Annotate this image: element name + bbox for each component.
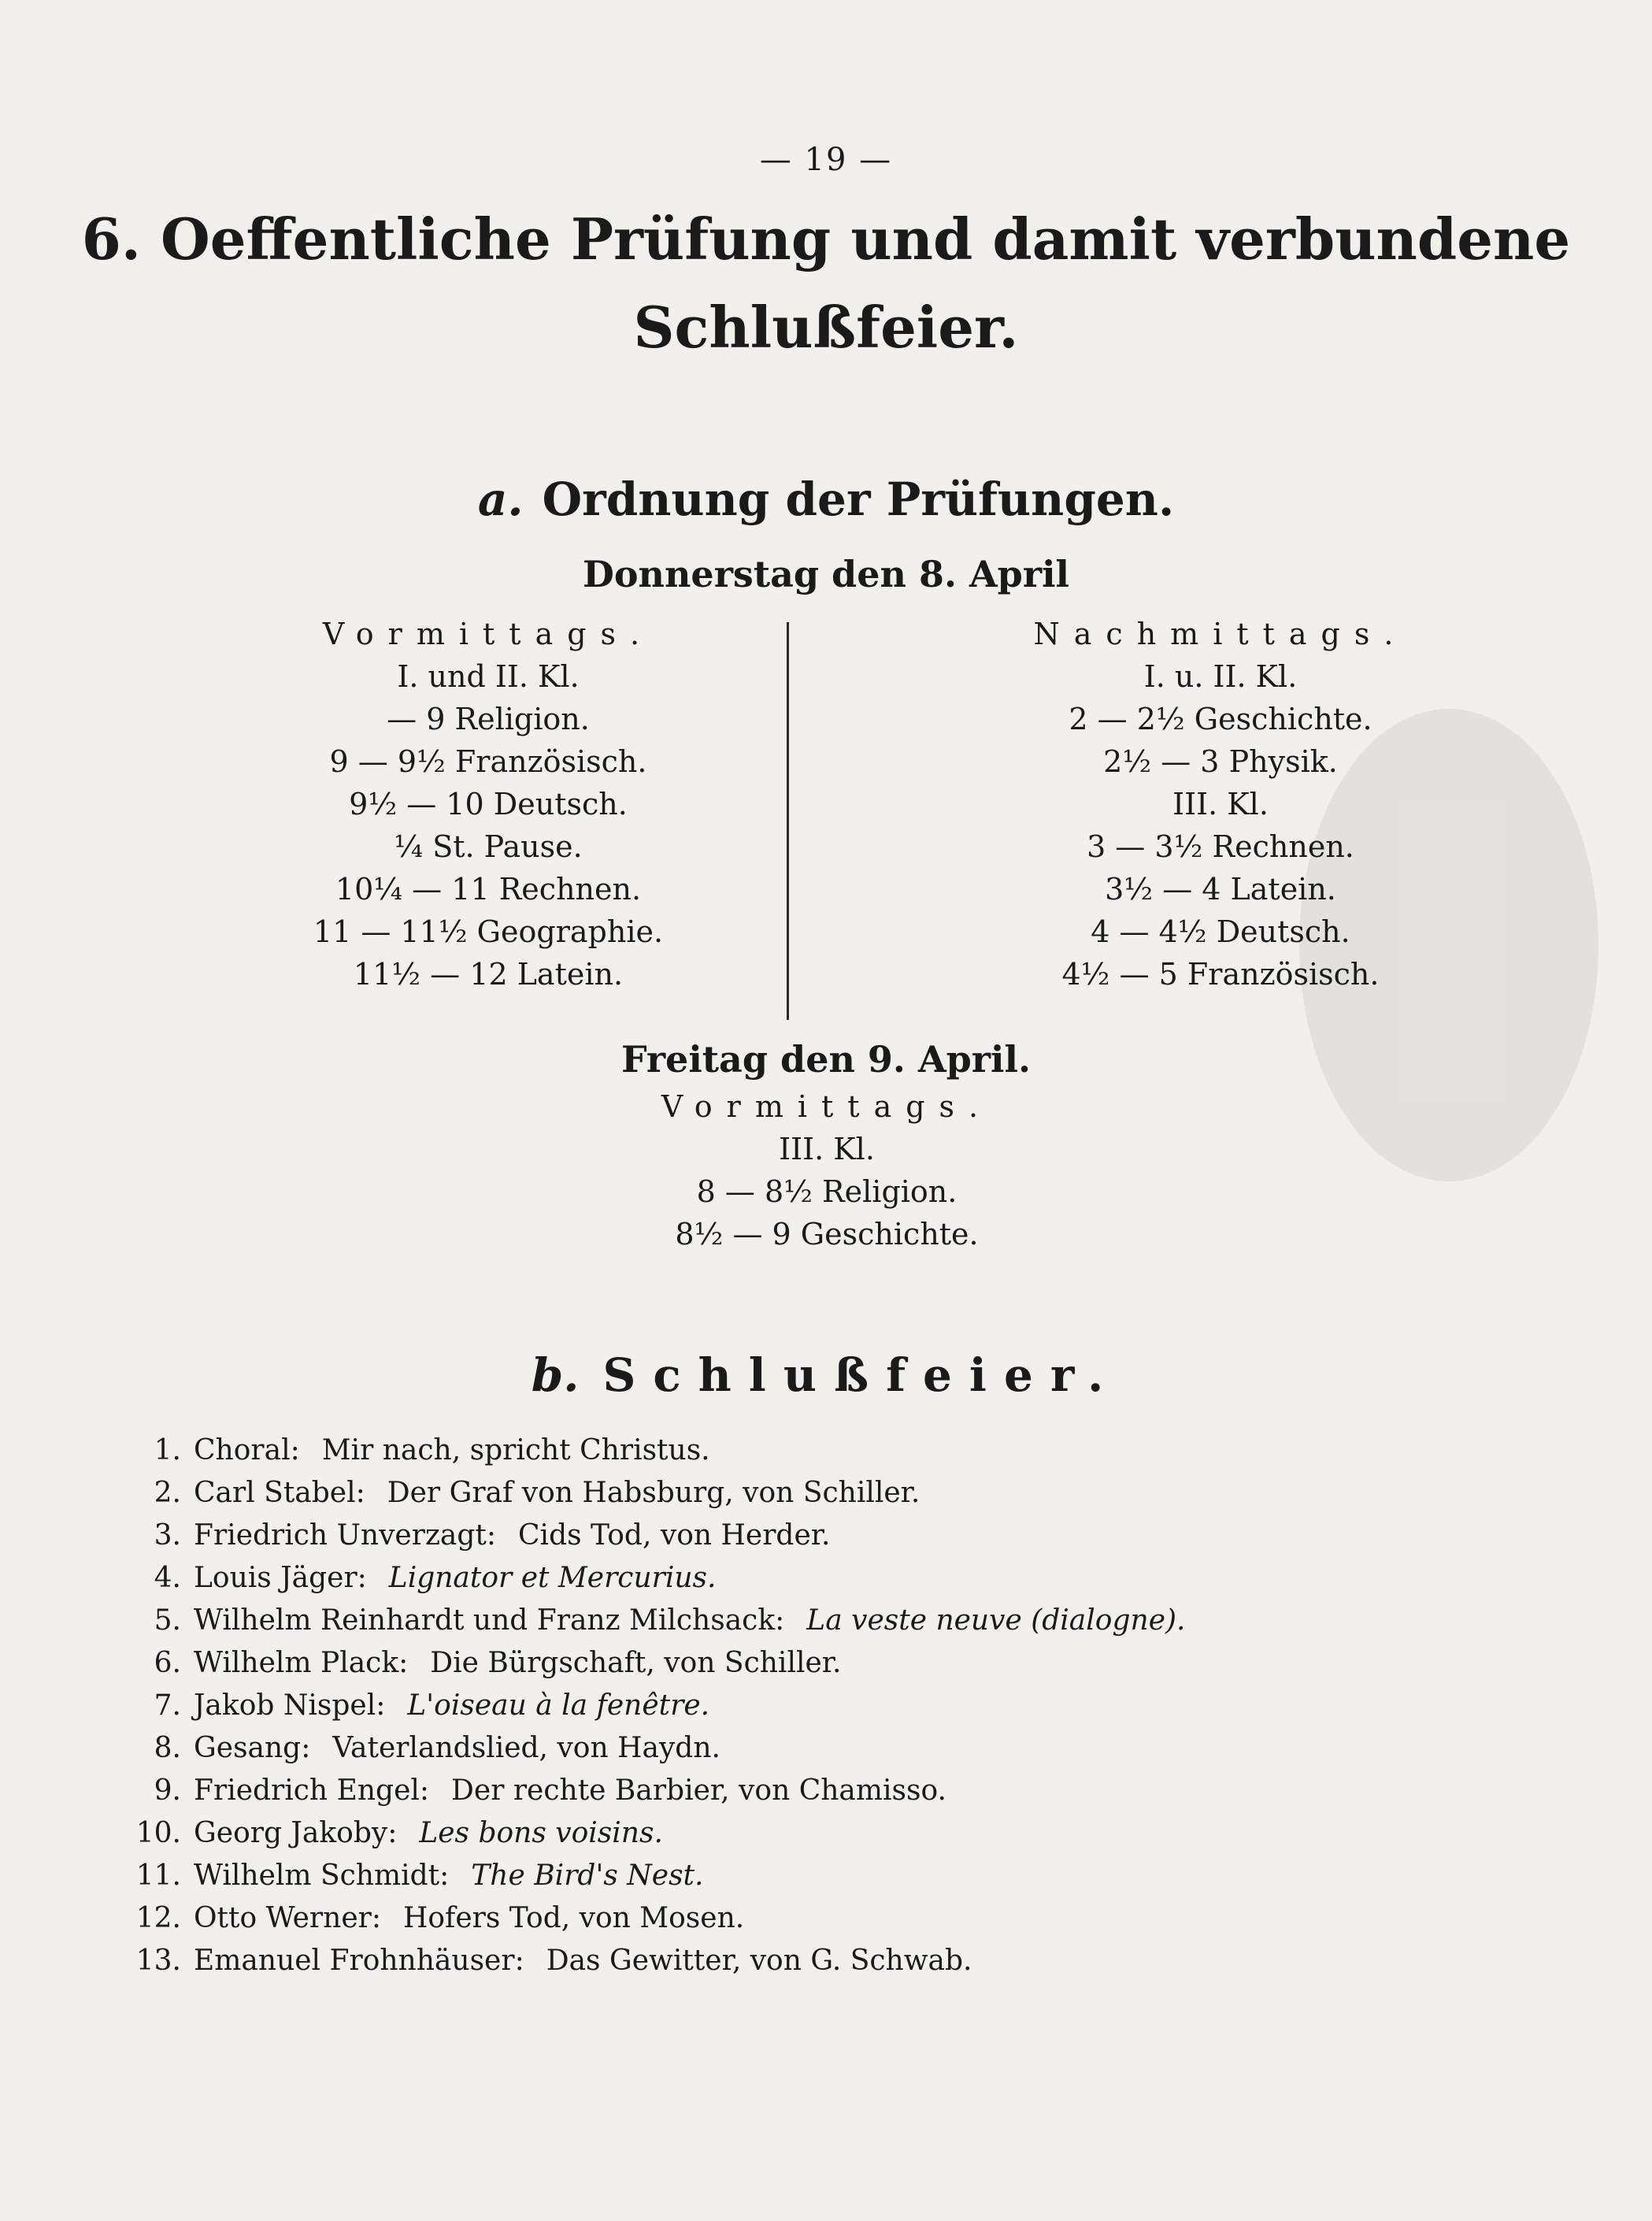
schedule-line: 3 — 3½ Rechnen. [1087,829,1354,864]
list-item-performer: Friedrich Unverzagt: [194,1519,497,1552]
list-item [94,1600,1197,1642]
list-item-number: 7. [154,1689,181,1722]
list-item-number: 5. [154,1604,181,1637]
schedule-line: 2½ — 3 Physik. [1103,744,1338,779]
schedule-line: III. Kl. [779,1132,875,1166]
list-item-performer: Wilhelm Schmidt: [194,1859,450,1892]
list-item-performer: Choral: [194,1434,300,1466]
schedule-line: 11 — 11½ Geographie. [313,914,664,949]
list-item-number: 2. [154,1477,181,1509]
thursday-morning-column [205,613,772,996]
list-item-piece: Die Bürgschaft, von Schiller. [430,1647,842,1679]
list-item-number: 11. [135,1859,181,1892]
page-title-line-1: 6. Oeffentliche Prüfung und damit verbundene [81,206,1571,273]
schedule-line: III. Kl. [1172,787,1269,821]
friday-morning-column [520,1085,1134,1255]
list-item-piece: Mir nach, spricht Christus. [321,1434,710,1466]
section-b-title: Schlußfeier. [602,1348,1121,1402]
list-item [94,1685,1197,1727]
schedule-line: 9½ — 10 Deutsch. [349,787,628,821]
list-item-performer: Wilhelm Plack: [194,1647,409,1679]
list-item-piece: La veste neuve (dialogne). [806,1604,1186,1637]
list-item [94,1557,1197,1600]
section-a-letter: a. [477,473,524,526]
list-item-number: 13. [135,1945,181,1977]
list-item-performer: Friedrich Engel: [194,1774,430,1807]
thursday-afternoon-label: Nachmittags. [1033,617,1408,651]
list-item-number: 9. [154,1774,181,1807]
schedule-line: 4½ — 5 Französisch. [1061,957,1380,992]
page-title-line-2: Schlußfeier. [633,294,1019,361]
list-item-performer: Georg Jakoby: [194,1817,398,1849]
list-item-piece: Der Graf von Habsburg, von Schiller. [387,1477,920,1509]
section-b-heading [0,1348,1652,1402]
list-item-performer: Gesang: [194,1732,311,1764]
list-item [94,1770,1197,1812]
thursday-morning-label: Vormittags. [322,617,654,651]
schedule-line: ¼ St. Pause. [394,829,583,864]
program-list [94,1429,1197,1982]
list-item-piece: The Bird's Nest. [471,1859,704,1892]
list-item-piece: Cids Tod, von Herder. [518,1519,831,1552]
list-item [94,1855,1197,1897]
list-item-number: 12. [135,1902,181,1934]
list-item-performer: Wilhelm Reinhardt und Franz Milchsack: [194,1604,785,1637]
schedule-line: 4 — 4½ Deutsch. [1091,914,1350,949]
friday-heading: Freitag den 9. April. [620,1038,1032,1081]
list-item-piece: Vaterlandslied, von Haydn. [332,1732,720,1764]
list-item [94,1429,1197,1472]
friday-morning-label: Vormittags. [661,1089,993,1124]
column-divider [787,622,789,1020]
list-item-piece: Les bons voisins. [419,1817,663,1849]
list-item-piece: Hofers Tod, von Mosen. [402,1902,745,1934]
list-item-number: 1. [154,1434,181,1466]
thursday-heading: Donnerstag den 8. April [582,553,1070,595]
schedule-line: 2 — 2½ Geschichte. [1069,702,1372,736]
list-item-number: 4. [154,1562,181,1594]
section-b-letter: b. [531,1348,580,1402]
list-item-number: 10. [135,1817,181,1849]
list-item [94,1642,1197,1685]
list-item-piece: Der rechte Barbier, von Chamisso. [451,1774,946,1807]
schedule-line: I. und II. Kl. [397,659,580,694]
schedule-line: 3½ — 4 Latein. [1105,872,1336,907]
thursday-afternoon-column [937,613,1504,996]
schedule-line: 11½ — 12 Latein. [353,957,624,992]
schedule-line: 8½ — 9 Geschichte. [675,1217,979,1251]
list-item-performer: Jakob Nispel: [194,1689,386,1722]
list-item [94,1472,1197,1515]
list-item-number: 3. [154,1519,181,1552]
list-item-number: 8. [154,1732,181,1764]
list-item-piece: Lignator et Mercurius. [388,1562,717,1594]
list-item [94,1515,1197,1557]
list-item-piece: Das Gewitter, von G. Schwab. [546,1945,972,1977]
section-a-heading [0,473,1652,526]
list-item-piece: L'oiseau à la fenêtre. [407,1689,710,1722]
schedule-line: 8 — 8½ Religion. [696,1174,957,1209]
list-item [94,1940,1197,1982]
list-item-number: 6. [154,1647,181,1679]
list-item-performer: Emanuel Frohnhäuser: [194,1945,524,1977]
section-a-title: Ordnung der Prüfungen. [542,473,1175,526]
list-item [94,1897,1197,1940]
list-item-performer: Carl Stabel: [194,1477,365,1509]
list-item-performer: Otto Werner: [194,1902,381,1934]
schedule-line: 9 — 9½ Französisch. [329,744,647,779]
list-item [94,1812,1197,1855]
list-item [94,1727,1197,1770]
schedule-line: — 9 Religion. [387,702,590,736]
page-number: — 19 — [759,142,893,178]
schedule-line: I. u. II. Kl. [1143,659,1298,694]
schedule-line: 10¼ — 11 Rechnen. [335,872,642,907]
list-item-performer: Louis Jäger: [194,1562,367,1594]
